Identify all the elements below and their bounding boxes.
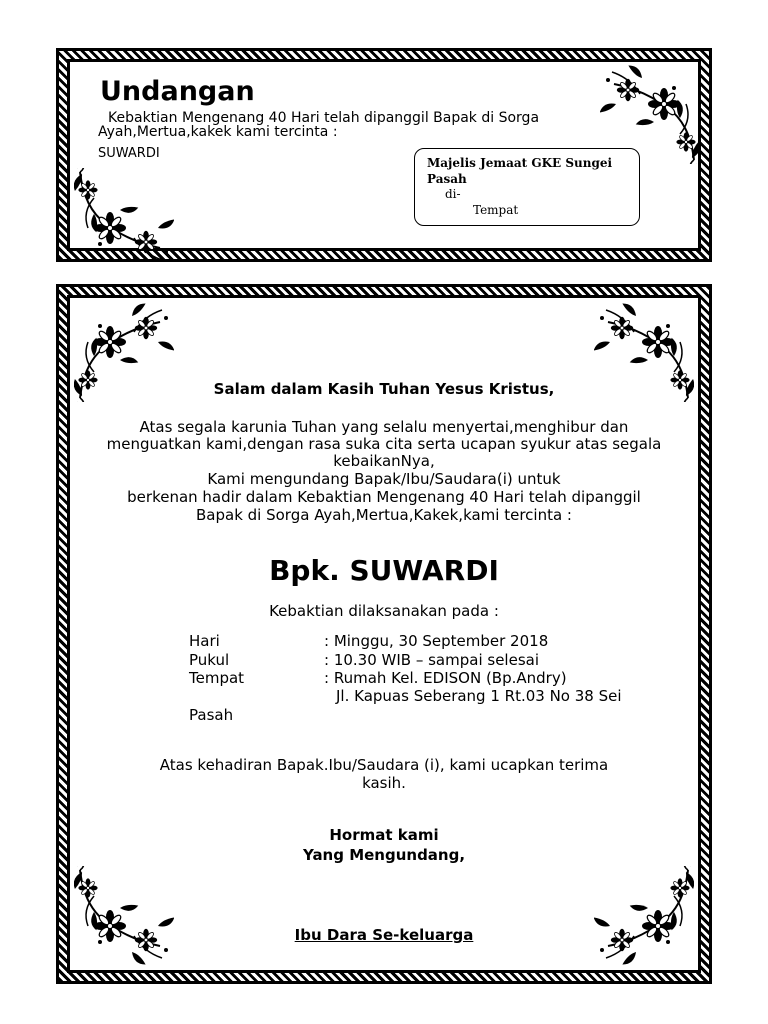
envelope-line-2: Ayah,Mertua,kakek kami tercinta : (98, 124, 338, 140)
schedule-hari-value: : Minggu, 30 September 2018 (324, 632, 549, 650)
address-line-1: Majelis Jemaat GKE Sungei Pasah (427, 156, 613, 186)
floral-corner-icon (594, 866, 694, 966)
thanks-line-2: kasih. (362, 774, 406, 792)
envelope-title: Undangan (100, 76, 255, 107)
body-line-1: Atas segala karunia Tuhan yang selalu menyertai,menghibur dan (139, 418, 629, 436)
envelope-line-1: Kebaktian Mengenang 40 Hari telah dipanggil Bapak di Sorga (108, 110, 540, 126)
signoff-text: Yang Mengundang, (302, 846, 466, 864)
closing-text: Hormat kami (329, 826, 439, 844)
body-line-4: Kami mengundang Bapak/Ibu/Saudara(i) untuk (207, 470, 561, 488)
schedule-intro: Kebaktian dilaksanakan pada : (269, 602, 499, 620)
address-box (414, 148, 640, 226)
greeting: Salam dalam Kasih Tuhan Yesus Kristus, (213, 380, 555, 398)
schedule-address-line: Jl. Kapuas Seberang 1 Rt.03 No 38 Sei (336, 687, 622, 705)
body-line-6: Bapak di Sorga Ayah,Mertua,Kakek,kami tercinta : (196, 506, 572, 524)
address-line-2: di- (445, 187, 461, 201)
schedule-pukul-label: Pukul (189, 651, 230, 669)
body-line-2: menguatkan kami,dengan rasa suka cita serta ucapan syukur atas segala (106, 435, 662, 453)
thanks-line-1: Atas kehadiran Bapak.Ibu/Saudara (i), kami ucapkan terima (159, 756, 609, 774)
family-signature: Ibu Dara Se-keluarga (294, 926, 474, 944)
schedule-address-wrap: Pasah (189, 706, 234, 724)
schedule-tempat-value: : Rumah Kel. EDISON (Bp.Andry) (324, 669, 567, 687)
floral-corner-icon (74, 866, 174, 966)
body-line-3: kebaikanNya, (333, 452, 435, 470)
invitation-card (56, 284, 712, 984)
schedule-tempat-label: Tempat (189, 669, 245, 687)
schedule-pukul-value: : 10.30 WIB – sampai selesai (324, 651, 539, 669)
address-line-3: Tempat (473, 203, 519, 217)
envelope-name: SUWARDI (98, 146, 160, 161)
schedule-hari-label: Hari (189, 632, 220, 650)
body-line-5: berkenan hadir dalam Kebaktian Mengenang 40 Hari telah dipanggil (127, 488, 641, 506)
honoree-name: Bpk. SUWARDI (269, 554, 499, 587)
floral-corner-icon (74, 168, 174, 262)
envelope-card (56, 48, 712, 262)
